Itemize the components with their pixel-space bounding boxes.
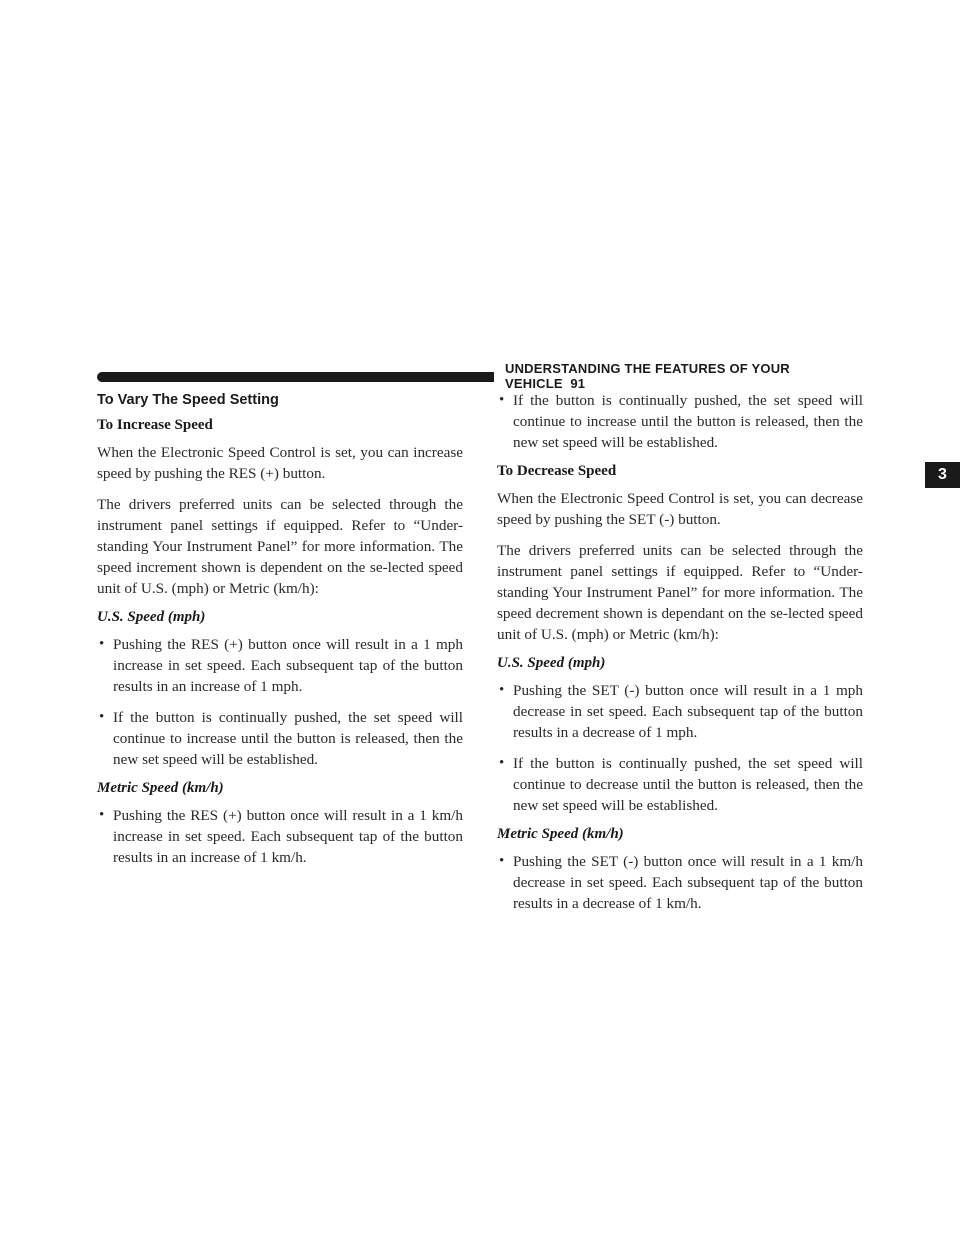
- metric-speed-heading: Metric Speed (km/h): [97, 780, 224, 796]
- metric-speed-heading: Metric Speed (km/h): [497, 826, 624, 842]
- bullet-icon: •: [99, 636, 105, 652]
- list-item: • Pushing the RES (+) button once will result in a 1 mph increase in set speed. Each subsequent tap of the button results in an increase of 1 mph.: [99, 636, 463, 695]
- paragraph: The drivers preferred units can be selected through the instrument panel settings if equipped. Refer to “Under-standing Your Instrument Panel” for more information. The speed increment shown is dependent on the se-lected speed unit of U.S. (mph) or Metric (km/h):: [97, 496, 463, 597]
- us-speed-heading: U.S. Speed (mph): [497, 655, 606, 671]
- bullet-list: [97, 634, 463, 770]
- page-number: 91: [570, 376, 586, 391]
- paragraph: The drivers preferred units can be selected through the instrument panel settings if equipped. Refer to “Under-standing Your Instrument Panel” for more information. The speed decrement shown is dependant on the se-lected speed unit of U.S. (mph) or Metric (km/h):: [497, 542, 863, 643]
- list-item: • Pushing the RES (+) button once will result in a 1 km/h increase in set speed. Each subsequent tap of the button results in an increase of 1 km/h.: [99, 807, 463, 866]
- bullet-list: [497, 851, 863, 914]
- bullet-icon: •: [499, 755, 505, 771]
- subhead-increase: To Increase Speed: [97, 417, 213, 433]
- subhead-decrease: To Decrease Speed: [497, 463, 617, 479]
- us-speed-heading: U.S. Speed (mph): [97, 609, 206, 625]
- running-title: UNDERSTANDING THE FEATURES OF YOUR VEHICLE: [505, 361, 790, 391]
- list-item: • If the button is continually pushed, the set speed will continue to increase until the button is released, then the new set speed will be established.: [99, 709, 463, 768]
- bullet-icon: •: [499, 682, 505, 698]
- bullet-list: [497, 390, 863, 453]
- right-column: [497, 392, 863, 924]
- bullet-list: [97, 805, 463, 868]
- bullet-list: [497, 680, 863, 816]
- list-item: • Pushing the SET (-) button once will result in a 1 mph decrease in set speed. Each subsequent tap of the button results in a decrease of 1 mph.: [499, 682, 863, 741]
- list-item: • If the button is continually pushed, the set speed will continue to increase until the button is released, then the new set speed will be established.: [499, 392, 863, 451]
- list-item: • Pushing the SET (-) button once will result in a 1 km/h decrease in set speed. Each subsequent tap of the button results in a decrease of 1 km/h.: [499, 853, 863, 912]
- bullet-icon: •: [99, 709, 105, 725]
- paragraph: When the Electronic Speed Control is set, you can increase speed by pushing the RES (+) button.: [97, 444, 463, 482]
- bullet-icon: •: [99, 807, 105, 823]
- bullet-icon: •: [499, 853, 505, 869]
- bullet-icon: •: [499, 392, 505, 408]
- left-column: [97, 392, 463, 878]
- section-title: To Vary The Speed Setting: [97, 392, 279, 408]
- header-rule-left: [97, 372, 494, 382]
- running-header: [497, 361, 863, 391]
- list-item: • If the button is continually pushed, the set speed will continue to decrease until the button is released, then the new set speed will be established.: [499, 755, 863, 814]
- paragraph: When the Electronic Speed Control is set, you can decrease speed by pushing the SET (-) button.: [497, 490, 863, 528]
- chapter-tab: 3: [925, 462, 960, 488]
